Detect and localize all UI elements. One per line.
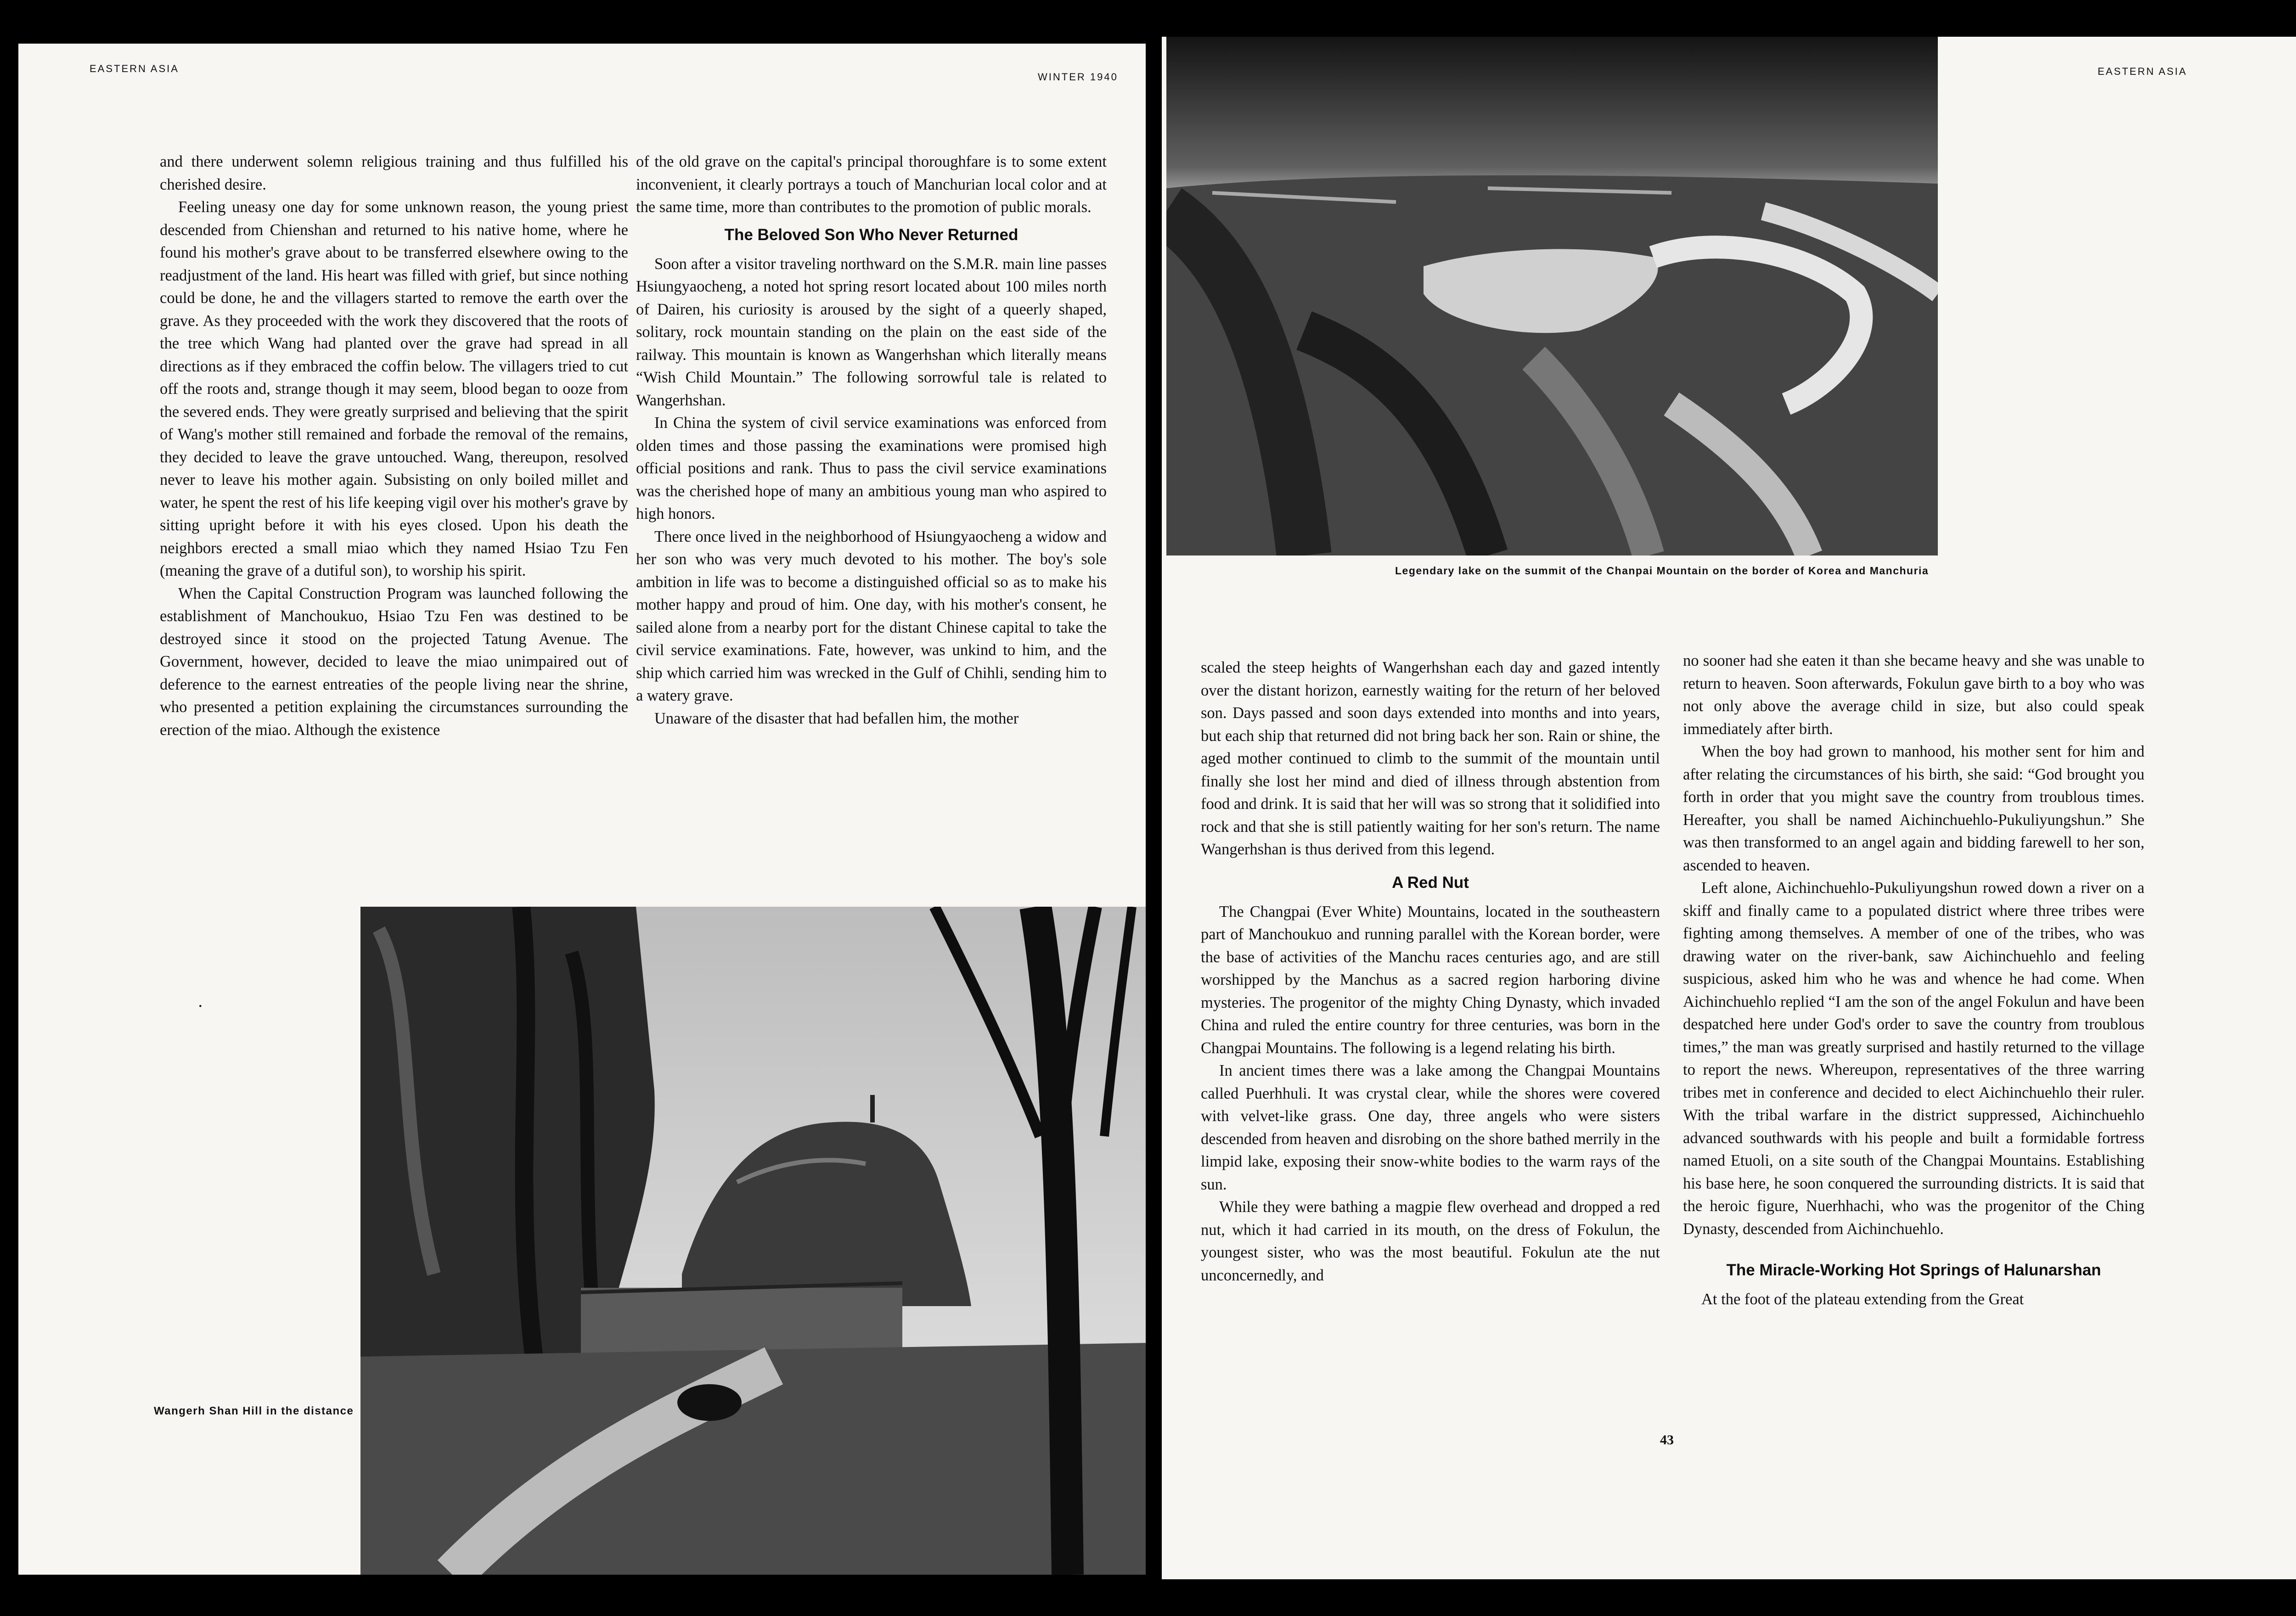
paragraph: At the foot of the plateau extending from the Great	[1701, 1291, 2024, 1308]
right-column-2	[1683, 650, 2144, 1311]
paragraph: There once lived in the neighborhood of Hsiungyaocheng a widow and her son who was very much devoted to his mother. The boy's sole ambition in life was to become a distinguished official so as to make his mother happy and proud of him. One day, with his mother's consent, he sailed alone from a nearby port for the distant Chinese capital to take the civil service examinations. Fate, however, was unkind to him, and the ship which carried him was wrecked in the Gulf of Chihli, sending him to a watery grave.	[636, 527, 1107, 704]
paragraph: no sooner had she eaten it than she became heavy and she was unable to return to heaven. Soon afterwards, Fokulun gave birth to a boy who was not only above the average child in size, but also could speak immediately after birth.	[1683, 652, 2144, 738]
lake-photo-image	[1166, 37, 1938, 556]
page-number: 43	[1660, 1432, 1674, 1448]
left-photo-caption: Wangerh Shan Hill in the distance	[154, 1405, 354, 1417]
left-column-1	[160, 151, 628, 741]
paragraph: Feeling uneasy one day for some unknown reason, the young priest descended from Chienshan and returned to his native home, where he found his mother's grave about to be transferred elsewhere owing to the readjustment of the land. His heart was filled with grief, but since nothing could be done, he and the villagers started to remove the earth over the grave. As they proceeded with the work they discovered that the roots of the tree which Wang had planted over the grave had spread in all directions as if they embraced the coffin below. The villagers tried to cut off the roots and, strange though it may seem, blood began to ooze from the severed ends. They were greatly surprised and believing that the spirit of Wang's mother still remained and forbade the removal of the remains, they decided to leave the grave untouched. Wang, thereupon, resolved never to leave his mother again. Subsisting on only boiled millet and water, he spent the rest of his life keeping vigil over his mother's grave by sitting upright before it with his eyes closed. Upon his death the neighbors erected a small miao which they named Hsiao Tzu Fen (meaning the grave of a dutiful son), to worship his spirit.	[160, 198, 628, 579]
right-photo-caption: Legendary lake on the summit of the Chanpai Mountain on the border of Korea and Manchuria	[1395, 565, 1929, 577]
left-column-2	[636, 151, 1107, 730]
wangerhshan-photo-image	[360, 907, 1146, 1575]
right-page	[1162, 37, 2296, 1579]
paragraph: When the Capital Construction Program was launched following the establishment of Manchoukuo, Hsiao Tzu Fen was destined to be destroyed since it stood on the projected Tatung Avenue. The Government, however, decided to leave the miao unimpaired out of deference to the earnest entreaties of the people living near the shrine, who presented a petition explaining the circumstances surrounding the erection of the miao. Although the existence	[160, 584, 628, 739]
section-heading: The Miracle-Working Hot Springs of Halunarshan	[1726, 1261, 2101, 1279]
wangerhshan-photo	[360, 907, 1146, 1575]
paragraph: While they were bathing a magpie flew overhead and dropped a red nut, which it had carried in its mouth, on the dress of Fokulun, the youngest sister, who was the most beautiful. Fokulun ate the nut unconcernedly, and	[1201, 1198, 1660, 1284]
section-heading: A Red Nut	[1392, 873, 1469, 892]
section-heading: The Beloved Son Who Never Returned	[724, 225, 1019, 244]
paragraph: of the old grave on the capital's principal thoroughfare is to some extent inconvenient, it clearly portrays a touch of Manchurian local color and at the same time, more than contributes to the promotion of public morals.	[636, 153, 1107, 216]
running-head-left: EASTERN ASIA	[90, 63, 179, 74]
paragraph: Left alone, Aichinchuehlo-Pukuliyungshun rowed down a river on a skiff and finally came to a populated district where three tribes were fighting among themselves. A member of one of the tribes, who was drawing water on the river-bank, saw Aichinchuehlo and feeling suspicious, asked him who he was and whence he had come. When Aichinchuehlo replied “I am the son of the angel Fokulun and have been despatched here under God's order to save the country from troublous times,” the man was greatly surprised and hastily returned to the village to report the news. Whereupon, representatives of the three warring tribes met in conference and decided to elect Aichinchuehlo their ruler. With the tribal warfare in the district suppressed, Aichinchuehlo advanced southwards with his people and built a formidable fortress named Etuoli, on a site south of the Changpai Mountains. Establishing his base here, he soon conquered the surrounding districts. It is said that the heroic figure, Nuerhhachi, who was the progenitor of the Ching Dynasty, descended from Aichinchuehlo.	[1683, 879, 2144, 1238]
paragraph: The Changpai (Ever White) Mountains, located in the southeastern part of Manchoukuo and running parallel with the Korean border, were the base of activities of the Manchu races centuries ago, and are still worshipped by the Manchus as a sacred region harboring divine mysteries. The progenitor of the mighty Ching Dynasty, which invaded China and ruled the entire country for three centuries, was born in the Changpai Mountains. The following is a legend relating his birth.	[1201, 903, 1660, 1057]
paragraph: When the boy had grown to manhood, his mother sent for him and after relating the circumstances of his birth, she said: “God brought you forth in order that you might save the country from troublous times. Hereafter, you shall be named Aichinchuehlo-Pukuliyungshun.” She was then transformed to an angel again and bidding farewell to her son, ascended to heaven.	[1683, 743, 2144, 874]
paragraph: Soon after a visitor traveling northward on the S.M.R. main line passes Hsiungyaocheng, a noted hot spring resort located about 100 miles north of Dairen, his curiosity is aroused by the sight of a queerly shaped, solitary, rock mountain standing on the plain on the east side of the railway. This mountain is known as Wangerhshan which literally means “Wish Child Mountain.” The following sorrowful tale is related to Wangerhshan.	[636, 255, 1107, 409]
running-head-issue: WINTER 1940	[1038, 71, 1118, 83]
lake-photo	[1166, 37, 1938, 556]
paragraph: and there underwent solemn religious training and thus fulfilled his cherished desire.	[160, 153, 628, 193]
paragraph: Unaware of the disaster that had befallen him, the mother	[654, 709, 1019, 727]
paragraph: In China the system of civil service examinations was enforced from olden times and those passing the examinations were promised high official positions and rank. Thus to pass the civil service examinations was the cherished hope of many an ambitious young man who aspired to high honors.	[636, 414, 1107, 522]
running-head-right: EASTERN ASIA	[2098, 66, 2187, 77]
paragraph: In ancient times there was a lake among the Changpai Mountains called Puerhhuli. It was crystal clear, while the shores were covered with velvet-like grass. One day, three angels who were sisters descended from heaven and disrobing on the shore bathed merrily in the limpid lake, exposing their snow-white bodies to the warm rays of the sun.	[1201, 1062, 1660, 1193]
paragraph: scaled the steep heights of Wangerhshan each day and gazed intently over the distant horizon, earnestly waiting for the return of her beloved son. Days passed and soon days extended into months and into years, but each ship that returned did not bring back her son. Rain or shine, the aged mother continued to climb to the summit of the mountain until finally she lost her mind and died of illness through abstention from food and drink. It is said that her will was so strong that it solidified into rock and that she is still patiently waiting for her son's return. The name Wangerhshan is thus derived from this legend.	[1201, 659, 1660, 858]
stray-mark: ·	[197, 997, 203, 1016]
left-page	[18, 44, 1146, 1575]
right-column-1	[1201, 656, 1660, 1287]
